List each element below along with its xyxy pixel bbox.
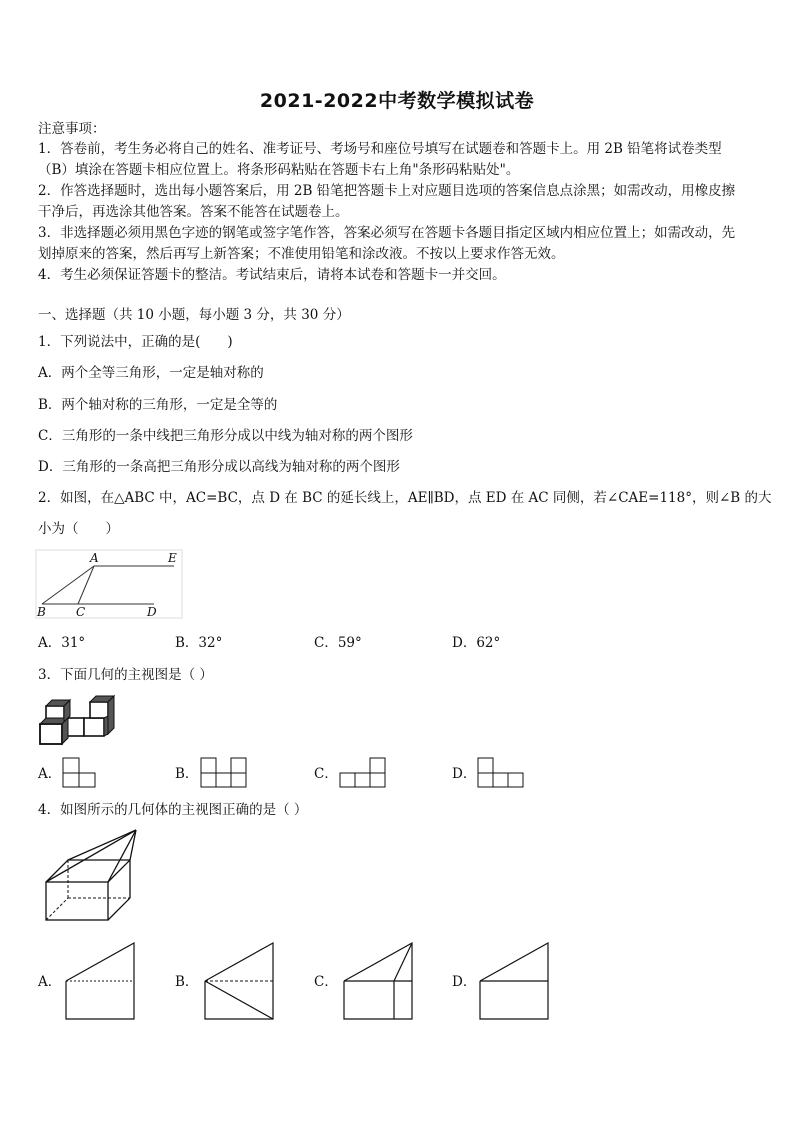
q2-option-b: B．32° — [175, 635, 223, 651]
q3-option-b-view — [200, 757, 248, 789]
q3-option-b-letter: B． — [175, 766, 199, 782]
q4-option-a-letter: A． — [38, 974, 62, 990]
notice-line: 2．作答选择题时，选出每小题答案后，用 2B 铅笔把答题卡上对应题目选项的答案信息点涂黑；如需改动，用橡皮擦 — [38, 183, 736, 199]
q3-cubes-figure — [38, 694, 118, 748]
q3-option-c-view — [339, 757, 387, 789]
q4-option-d-letter: D． — [452, 974, 477, 990]
label-e: E — [168, 551, 177, 565]
question-3-stem: 3．下面几何的主视图是（ ） — [38, 667, 213, 683]
q1-option-c: C．三角形的一条中线把三角形分成以中线为轴对称的两个图形 — [38, 428, 413, 444]
notice-line: 1．答卷前，考生务必将自己的姓名、准考证号、考场号和座位号填写在试题卷和答题卡上。用 2B 铅笔将试卷类型 — [38, 141, 722, 157]
notice-heading: 注意事项： — [38, 121, 106, 137]
q2-triangle-figure — [34, 548, 184, 622]
notice-line: （B）填涂在答题卡相应位置上。将条形码粘贴在答题卡右上角"条形码粘贴处"。 — [38, 162, 520, 178]
label-b: B — [37, 605, 46, 619]
q2-option-d: D．62° — [452, 635, 501, 651]
q4-option-d-view — [478, 941, 550, 1021]
section-heading: 一、选择题（共 10 小题，每小题 3 分，共 30 分） — [38, 307, 350, 323]
q4-solid-figure — [44, 828, 144, 924]
question-2-stem-cont: 小为（ ） — [38, 521, 119, 537]
q3-option-d-view — [477, 757, 525, 789]
q3-option-d-letter: D． — [452, 766, 477, 782]
q3-option-a-letter: A． — [38, 766, 62, 782]
q4-option-c-letter: C． — [314, 974, 338, 990]
q4-option-a-view — [64, 941, 136, 1021]
notice-line: 4．考生必须保证答题卡的整洁。考试结束后，请将本试卷和答题卡一并交回。 — [38, 267, 506, 283]
notice-line: 干净后，再选涂其他答案。答案不能答在试题卷上。 — [38, 204, 349, 220]
label-a: A — [90, 551, 99, 565]
q1-option-b: B．两个轴对称的三角形，一定是全等的 — [38, 397, 278, 413]
question-2-stem: 2．如图，在△ABC 中，AC=BC，点 D 在 BC 的延长线上，AE∥BD，点 ED 在 AC 同侧，若∠CAE=118°，则∠B 的大 — [38, 490, 772, 506]
q4-option-c-view — [342, 941, 414, 1021]
q3-option-a-view — [62, 757, 96, 789]
notice-line: 3．非选择题必须用黑色字迹的钢笔或签字笔作答，答案必须写在答题卡各题目指定区域内相应位置上；如需改动，先 — [38, 225, 736, 241]
question-4-stem: 4．如图所示的几何体的主视图正确的是（ ） — [38, 802, 308, 818]
q4-option-b-letter: B． — [175, 974, 199, 990]
q1-option-d: D．三角形的一条高把三角形分成以高线为轴对称的两个图形 — [38, 459, 400, 475]
q2-option-c: C．59° — [314, 635, 362, 651]
q2-option-a: A．31° — [38, 635, 86, 651]
q3-option-c-letter: C． — [314, 766, 338, 782]
label-c: C — [76, 605, 86, 619]
question-1-stem: 1．下列说法中，正确的是( ) — [38, 334, 233, 350]
q4-option-b-view — [203, 941, 275, 1021]
page-title: 2021-2022中考数学模拟试卷 — [259, 90, 535, 112]
q1-option-a: A．两个全等三角形，一定是轴对称的 — [38, 365, 264, 381]
label-d: D — [147, 605, 157, 619]
notice-line: 划掉原来的答案，然后再写上新答案；不准使用铅笔和涂改液。不按以上要求作答无效。 — [38, 246, 565, 262]
